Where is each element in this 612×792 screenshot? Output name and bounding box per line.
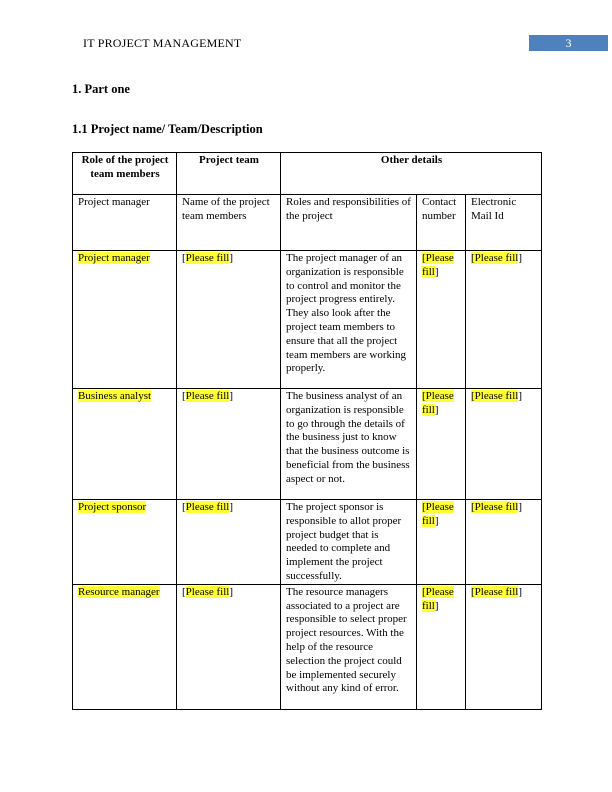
description-cell: The resource managers associated to a project are responsible to select proper project resources. With the help of the resource selection the project could be implemented securely without any kind of error. — [281, 584, 417, 709]
header-other-details: Other details — [281, 153, 542, 195]
table-row — [73, 584, 542, 709]
page-number: 3 — [529, 35, 608, 51]
description-cell: The project manager of an organization is responsible to control and monitor the project progress entirely. They also look after the project team members to ensure that all the project team members are working properly. — [281, 251, 417, 389]
name-cell: [Please fill] — [177, 389, 281, 500]
name-cell: [Please fill] — [177, 500, 281, 585]
name-placeholder: Please fill — [185, 585, 230, 598]
table-header-row — [73, 153, 542, 195]
table-subheader-row — [73, 195, 542, 251]
name-cell: [Please fill] — [177, 251, 281, 389]
subheader-email: Electronic Mail Id — [466, 195, 542, 251]
contact-cell: [Please fill] — [417, 251, 466, 389]
subsection-heading: 1.1 Project name/ Team/Description — [72, 122, 263, 136]
email-placeholder: [Please fill — [471, 252, 519, 264]
subheader-roles: Roles and responsibilities of the project — [281, 195, 417, 251]
subheader-role: Project manager — [73, 195, 177, 251]
role-cell — [73, 500, 177, 585]
running-header-title: IT PROJECT MANAGEMENT — [83, 36, 242, 50]
role-text: Project manager — [78, 252, 150, 264]
table-row — [73, 251, 542, 389]
section-heading: 1. Part one — [72, 82, 130, 96]
role-text: Project sponsor — [78, 501, 147, 513]
description-cell: The business analyst of an organization is responsible to go through the details of the business just to know that the business outcome is beneficial from the business aspect or not. — [281, 389, 417, 500]
header-project-team: Project team — [177, 153, 281, 195]
role-cell — [73, 251, 177, 389]
email-placeholder: [Please fill — [471, 585, 519, 598]
name-cell: [Please fill] — [177, 584, 281, 709]
role-cell — [73, 584, 177, 709]
project-team-table — [72, 152, 542, 710]
table-row — [73, 500, 542, 585]
contact-placeholder: [Please fill — [422, 585, 454, 612]
contact-cell: [Please fill] — [417, 389, 466, 500]
description-cell: The project sponsor is responsible to allot proper project budget that is needed to complete and implement the project successfully. — [281, 500, 417, 585]
table-row — [73, 389, 542, 500]
name-placeholder: Please fill — [185, 252, 230, 264]
role-text: Resource manager — [78, 585, 160, 598]
contact-cell: [Please fill] — [417, 584, 466, 709]
header-role: Role of the project team members — [73, 153, 177, 195]
email-cell: [Please fill] — [466, 584, 542, 709]
subheader-team: Name of the project team members — [177, 195, 281, 251]
email-cell: [Please fill] — [466, 500, 542, 585]
subheader-contact: Contact number — [417, 195, 466, 251]
email-placeholder: [Please fill — [471, 390, 519, 402]
role-cell — [73, 389, 177, 500]
contact-placeholder: [Please fill — [422, 252, 454, 278]
contact-cell: [Please fill] — [417, 500, 466, 585]
contact-placeholder: [Please fill — [422, 501, 454, 527]
name-placeholder: Please fill — [185, 390, 230, 402]
email-cell: [Please fill] — [466, 251, 542, 389]
email-placeholder: [Please fill — [471, 501, 519, 513]
name-placeholder: Please fill — [185, 501, 230, 513]
role-text: Business analyst — [78, 390, 152, 402]
contact-placeholder: [Please fill — [422, 390, 454, 416]
email-cell: [Please fill] — [466, 389, 542, 500]
